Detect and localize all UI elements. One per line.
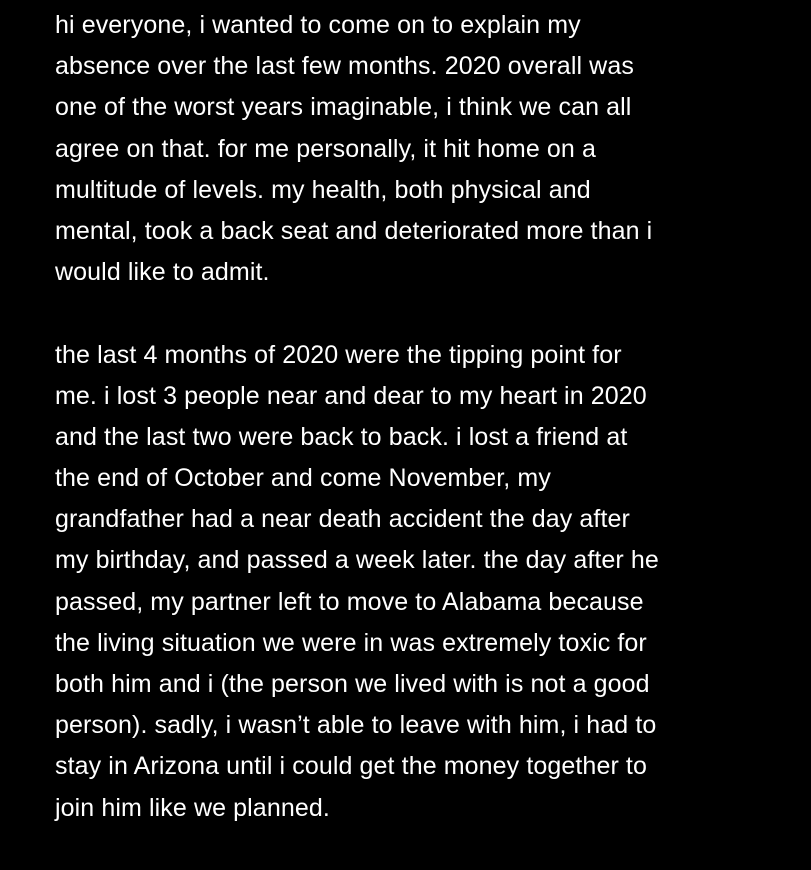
paragraph-spacer (55, 293, 791, 334)
text-line: grandfather had a near death accident the day after (55, 505, 630, 534)
text-line: my birthday, and passed a week later. the day after he (55, 546, 659, 575)
text-line: multitude of levels. my health, both physical and (55, 175, 591, 204)
text-line: agree on that. for me personally, it hit home on a (55, 134, 596, 163)
text-line: the end of October and come November, my (55, 464, 551, 493)
text-line: person). sadly, i wasn’t able to leave with him, i had to (55, 711, 657, 740)
text-line: and the last two were back to back. i lost a friend at (55, 422, 628, 451)
text-line: the living situation we were in was extremely toxic for (55, 628, 647, 657)
text-line: the last 4 months of 2020 were the tipping point for (55, 340, 622, 369)
text-line: both him and i (the person we lived with is not a good (55, 670, 650, 698)
text-line: stay in Arizona until i could get the money together to (55, 752, 647, 781)
text-line: hi everyone, i wanted to come on to explain my (55, 11, 581, 39)
paragraph (55, 335, 791, 870)
text-line (55, 829, 791, 870)
text-line: one of the worst years imaginable, i think we can all (55, 93, 632, 122)
text-line: join him like we planned. (55, 793, 330, 822)
text-line: mental, took a back seat and deteriorated more than i (55, 216, 653, 245)
text-line: absence over the last few months. 2020 overall was (55, 52, 634, 81)
text-line: passed, my partner left to move to Alabama because (55, 587, 644, 616)
text-line: me. i lost 3 people near and dear to my heart in 2020 (55, 381, 647, 410)
paragraph (55, 5, 791, 293)
text-line: would like to admit. (55, 258, 270, 287)
